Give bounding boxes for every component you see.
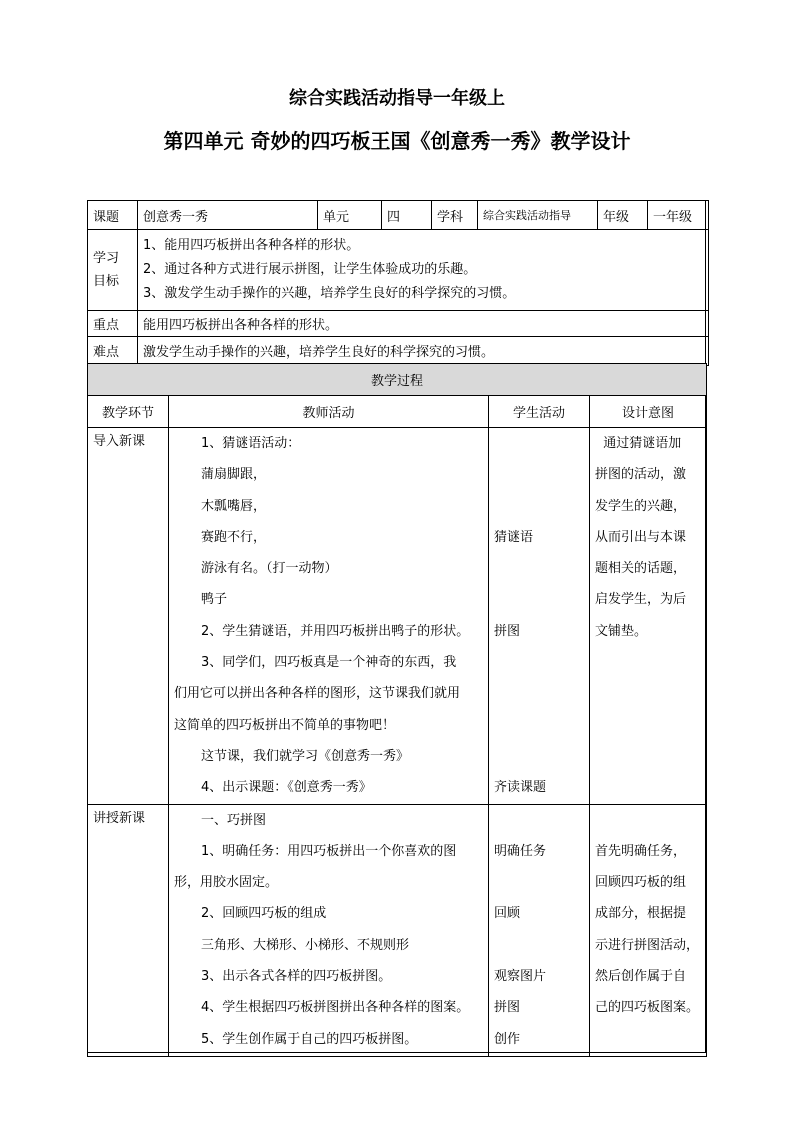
student-line <box>494 867 584 898</box>
intent-line: 从而引出与本课 <box>595 529 687 545</box>
teacher-line: 鸭子 <box>201 592 228 608</box>
student-line <box>494 428 584 459</box>
intent-line: 发学生的兴趣， <box>595 498 687 514</box>
intent-line: 文铺垫。 <box>595 623 648 639</box>
teacher-line: 木瓢嘴唇， <box>201 498 267 514</box>
teacher-line: 赛跑不行， <box>201 529 267 545</box>
student-activity <box>489 428 590 805</box>
intent-line: 示进行拼图活动， <box>595 937 700 953</box>
header-teacher: 教师活动 <box>169 396 489 428</box>
student-line <box>494 584 584 615</box>
student-line: 拼图 <box>494 1000 521 1016</box>
goal-item: 2、通过各种方式进行展示拼图，让学生体验成功的乐趣。 <box>143 261 477 277</box>
goals-list <box>138 230 709 310</box>
intent-line: 首先明确任务， <box>595 843 687 859</box>
student-activity <box>489 804 590 1056</box>
teacher-line: 2、回顾四巧板的组成 <box>201 906 327 922</box>
intent-line: 通过猜谜语加 <box>595 436 682 451</box>
teacher-line: 2、学生猜谜语，并用四巧板拼出鸭子的形状。 <box>201 623 470 639</box>
goals-label <box>88 230 138 310</box>
document-subtitle: 第四单元 奇妙的四巧板王国《创意秀一秀》教学设计 <box>163 129 631 153</box>
teacher-activity <box>169 804 489 1056</box>
teacher-line: 3、同学们，四巧板真是一个神奇的东西，我 <box>201 655 457 671</box>
intent-line: 拼图的活动，激 <box>595 467 687 483</box>
student-line <box>494 805 584 836</box>
goals-label-line-1: 学习 <box>93 250 120 266</box>
header-student: 学生活动 <box>489 396 590 428</box>
design-intent <box>590 428 707 805</box>
unit-value: 四 <box>382 201 432 230</box>
subject-label: 学科 <box>432 201 478 230</box>
teacher-line: 这简单的四巧板拼出不简单的事物吧！ <box>174 717 396 733</box>
teacher-line: 1、明确任务：用四巧板拼出一个你喜欢的图 <box>201 843 457 859</box>
section-new-lesson <box>88 804 707 1056</box>
teacher-line: 游泳有名。（打一动物） <box>201 561 338 577</box>
course-value: 创意秀一秀 <box>138 201 318 230</box>
teacher-line: 三角形、大梯形、小梯形、不规则形 <box>201 937 410 953</box>
teacher-line: 一、巧拼图 <box>201 812 267 828</box>
document-title: 综合实践活动指导一年级上 <box>289 88 505 109</box>
student-line <box>494 678 584 709</box>
student-line <box>494 459 584 490</box>
header-stage: 教学环节 <box>88 396 169 428</box>
intent-line: 成部分，根据提 <box>595 906 687 922</box>
goal-item: 3、激发学生动手操作的兴趣，培养学生良好的科学探究的习惯。 <box>143 285 516 301</box>
intent-line: 回顾四巧板的组 <box>595 875 687 891</box>
process-title: 教学过程 <box>88 364 707 396</box>
student-line: 明确任务 <box>494 843 547 859</box>
subject-value: 综合实践活动指导 <box>478 201 598 230</box>
teacher-activity <box>169 428 489 805</box>
teacher-line: 蒲扇脚跟， <box>201 467 267 483</box>
student-line <box>494 930 584 961</box>
goal-item: 1、能用四巧板拼出各种各样的形状。 <box>143 237 360 253</box>
student-line: 猜谜语 <box>494 529 534 545</box>
intent-line: 然后创作属于自 <box>595 969 687 985</box>
key-point-value: 能用四巧板拼出各种各样的形状。 <box>138 310 709 336</box>
difficulty-value: 激发学生动手操作的兴趣，培养学生良好的科学探究的习惯。 <box>138 336 709 365</box>
key-point-label: 重点 <box>88 310 138 336</box>
student-line <box>494 491 584 522</box>
difficulty-label: 难点 <box>88 336 138 365</box>
student-line: 齐读课题 <box>494 780 547 796</box>
section-intro <box>88 428 707 805</box>
student-line: 创作 <box>494 1031 521 1047</box>
intent-line: 己的四巧板图案。 <box>595 1000 700 1016</box>
teacher-line: 形，用胶水固定。 <box>174 875 279 891</box>
student-line: 回顾 <box>494 906 521 922</box>
design-intent <box>590 804 707 1056</box>
student-line <box>494 553 584 584</box>
unit-label: 单元 <box>318 201 382 230</box>
grade-label: 年级 <box>598 201 648 230</box>
process-table <box>87 363 706 1053</box>
goals-label-line-2: 目标 <box>93 273 120 289</box>
stage-name: 导入新课 <box>88 428 169 805</box>
teacher-line: 4、学生根据四巧板拼图拼出各种各样的图案。 <box>201 1000 470 1016</box>
teacher-line: 这节课，我们就学习《创意秀一秀》 <box>201 748 410 764</box>
student-line <box>494 647 584 678</box>
intent-line: 启发学生，为后 <box>595 592 687 608</box>
teacher-line: 们用它可以拼出各种各样的图形，这节课我们就用 <box>174 686 461 702</box>
course-label: 课题 <box>88 201 138 230</box>
stage-name: 讲授新课 <box>88 804 169 1056</box>
header-intent: 设计意图 <box>590 396 707 428</box>
teacher-line: 4、出示课题：《创意秀一秀》 <box>201 780 372 796</box>
info-table <box>87 200 706 364</box>
intent-line <box>595 805 701 836</box>
student-line <box>494 710 584 741</box>
student-line: 观察图片 <box>494 969 547 985</box>
student-line: 拼图 <box>494 623 521 639</box>
teacher-line: 3、出示各式各样的四巧板拼图。 <box>201 969 392 985</box>
grade-value: 一年级 <box>648 201 709 230</box>
intent-line: 题相关的话题， <box>595 561 687 577</box>
teacher-line: 1、猜谜语活动： <box>201 436 301 451</box>
student-line <box>494 741 584 772</box>
teacher-line: 5、学生创作属于自己的四巧板拼图。 <box>201 1031 418 1047</box>
